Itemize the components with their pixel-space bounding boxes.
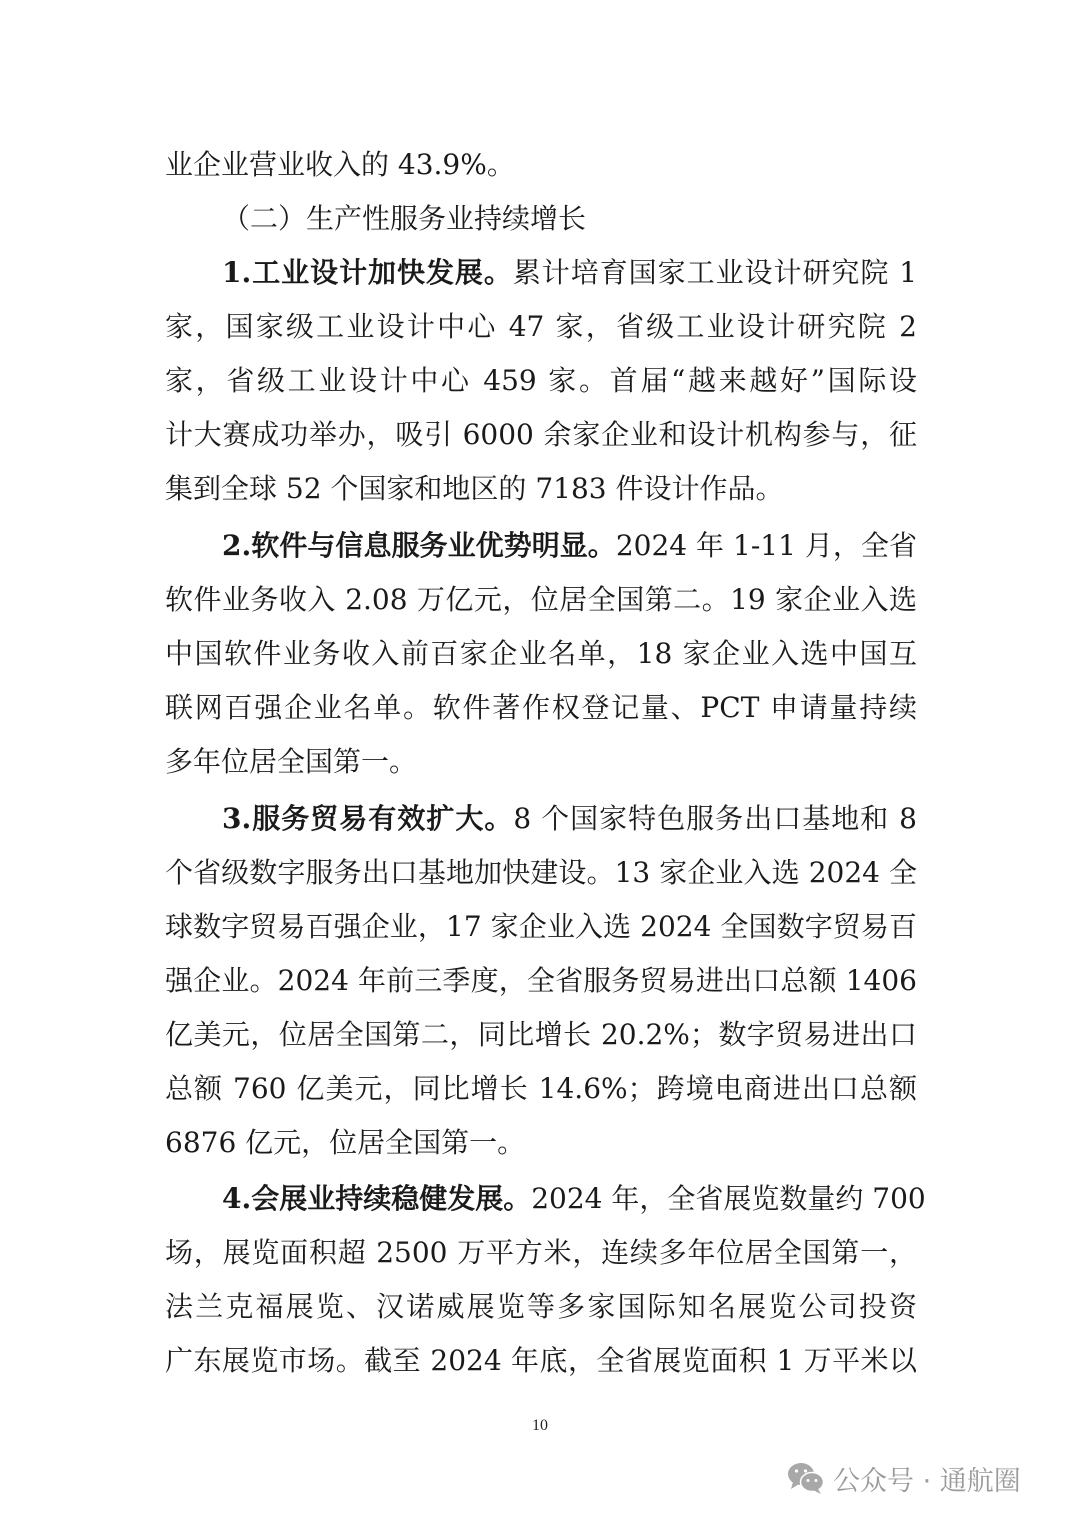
paragraph-line: 6876 亿元，位居全国第一。 (165, 1126, 526, 1159)
page-number: 10 (532, 1417, 548, 1434)
paragraph-line: 家，省级工业设计中心 459 家。首届“越来越好”国际设 (165, 364, 917, 397)
paragraph-line: 业企业营业收入的 43.9%。 (165, 148, 515, 181)
paragraph-line: 家，国家级工业设计中心 47 家，省级工业设计研究院 2 (165, 310, 917, 343)
paragraph-line: 集到全球 52 个国家和地区的 7183 件设计作品。 (165, 472, 784, 505)
paragraph-line: 广东展览市场。截至 2024 年底，全省展览面积 1 万平米以 (165, 1344, 917, 1377)
paragraph-line: 场，展览面积超 2500 万平方米，连续多年位居全国第一， (165, 1236, 917, 1269)
paragraph-line: 总额 760 亿美元，同比增长 14.6%；跨境电商进出口总额 (165, 1072, 917, 1105)
paragraph-line: 3.服务贸易有效扩大。8 个国家特色服务出口基地和 8 (222, 802, 917, 835)
paragraph-line: 计大赛成功举办，吸引 6000 余家企业和设计机构参与，征 (165, 418, 917, 451)
paragraph-line: 亿美元，位居全国第二，同比增长 20.2%；数字贸易进出口 (165, 1018, 917, 1051)
paragraph-line: 1.工业设计加快发展。累计培育国家工业设计研究院 1 (222, 256, 918, 289)
paragraph-line: 个省级数字服务出口基地加快建设。13 家企业入选 2024 全 (165, 856, 917, 889)
subsection-title: 2.软件与信息服务业优势明显。 (222, 529, 616, 562)
subsection-title: 3.服务贸易有效扩大。 (222, 802, 514, 835)
watermark-text: 公众号 · 通航圈 (833, 1465, 1021, 1497)
section-heading: （二）生产性服务业持续增长 (222, 202, 587, 235)
paragraph-line: 法兰克福展览、汉诺威展览等多家国际知名展览公司投资 (165, 1290, 917, 1323)
paragraph-line: 球数字贸易百强企业，17 家企业入选 2024 全国数字贸易百 (165, 910, 917, 943)
subsection-title: 1.工业设计加快发展。 (222, 256, 513, 289)
paragraph-line: 多年位居全国第一。 (165, 745, 418, 778)
paragraph-line: 联网百强企业名单。软件著作权登记量、PCT 申请量持续 (165, 691, 917, 724)
paragraph-line: 软件业务收入 2.08 万亿元，位居全国第二。19 家企业入选 (165, 583, 917, 616)
paragraph-line: 强企业。2024 年前三季度，全省服务贸易进出口总额 1406 (165, 964, 917, 997)
watermark (787, 1458, 1021, 1498)
paragraph-line: 4.会展业持续稳健发展。2024 年，全省展览数量约 700 (222, 1182, 926, 1215)
paragraph-line: 2.软件与信息服务业优势明显。2024 年 1-11 月，全省 (222, 529, 917, 562)
wechat-icon (787, 1461, 825, 1495)
subsection-title: 4.会展业持续稳健发展。 (222, 1182, 532, 1215)
paragraph-line: 中国软件业务收入前百家企业名单，18 家企业入选中国互 (165, 637, 917, 670)
